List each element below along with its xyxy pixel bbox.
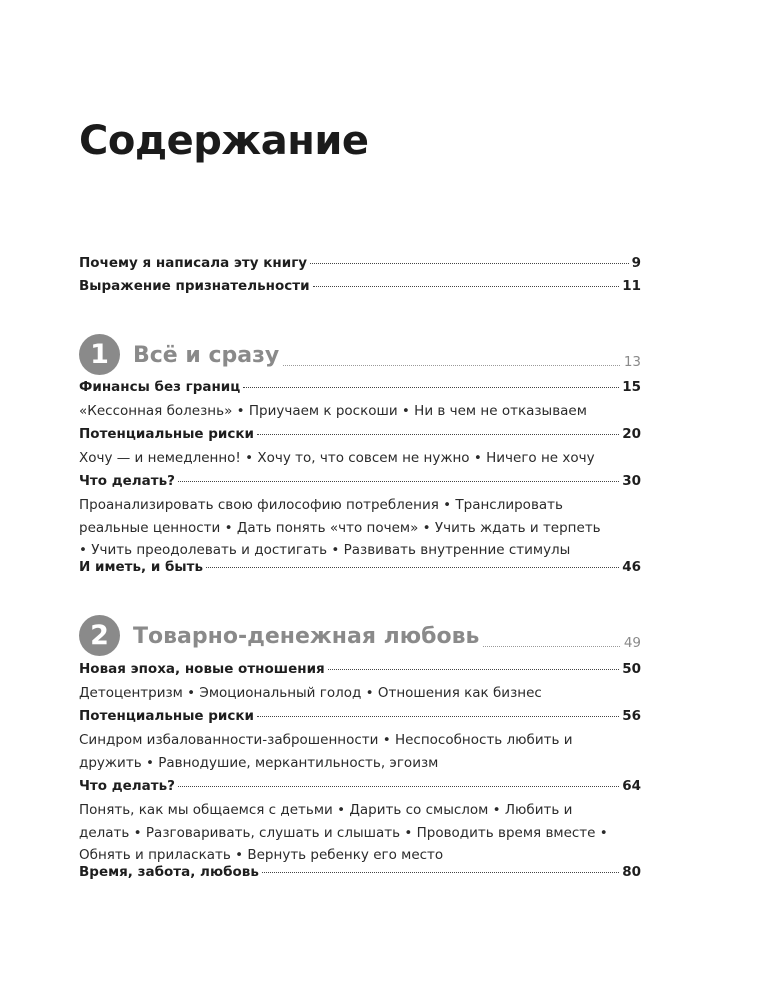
toc-page-number: 20: [622, 426, 641, 442]
toc-entry-chapter[interactable]: [79, 706, 641, 726]
dot-leader: [257, 434, 619, 435]
part-number-badge: 1: [79, 334, 120, 375]
dot-leader: [257, 716, 619, 717]
toc-page-number: 80: [622, 864, 641, 880]
chapter-subtopics: Проанализировать свою философию потребления • Транслировать реальные ценности • Дать понять «что почем» • Учить ждать и терпеть • Учить преодолевать и достигать • Развивать внутренние стимулы: [79, 497, 601, 558]
part-number-badge: 2: [79, 615, 120, 656]
dot-leader: [178, 786, 619, 787]
toc-entry-chapter[interactable]: [79, 424, 641, 444]
toc-page-number: 30: [622, 473, 641, 489]
dot-leader: [243, 387, 619, 388]
toc-entry-chapter[interactable]: [79, 471, 641, 491]
toc-entry-chapter[interactable]: [79, 377, 641, 397]
toc-part-1[interactable]: [79, 331, 641, 375]
toc-entry-label: Что делать?: [79, 473, 175, 489]
toc-page-number: 64: [622, 778, 641, 794]
toc-page-number: 56: [622, 708, 641, 724]
toc-page-number: 15: [622, 379, 641, 395]
toc-page-number: 46: [622, 559, 641, 575]
toc-entry-intro-thanks[interactable]: [79, 276, 641, 296]
chapter-subtopics: Детоцентризм • Эмоциональный голод • Отношения как бизнес: [79, 685, 542, 701]
chapter-subtopics: «Кессонная болезнь» • Приучаем к роскоши • Ни в чем не отказываем: [79, 403, 587, 419]
toc-page-number: 9: [631, 255, 641, 271]
toc-entry-label: Что делать?: [79, 778, 175, 794]
toc-entry-chapter[interactable]: [79, 776, 641, 796]
toc-entry-chapter[interactable]: [79, 862, 641, 882]
chapter-subtopics: Хочу — и немедленно! • Хочу то, что совсем не нужно • Ничего не хочу: [79, 450, 595, 466]
toc-entry-label: Выражение признательности: [79, 278, 310, 294]
toc-page-number: 13: [623, 354, 641, 370]
dot-leader: [178, 481, 619, 482]
toc-entry-chapter[interactable]: [79, 557, 641, 577]
toc-page-number: 50: [622, 661, 641, 677]
toc-entry-label: Потенциальные риски: [79, 426, 255, 442]
part-title: Товарно-денежная любовь: [133, 624, 480, 649]
toc-entry-chapter[interactable]: [79, 659, 641, 679]
part-title: Всё и сразу: [133, 343, 280, 368]
toc-entry-label: Время, забота, любовь: [79, 864, 259, 880]
chapter-subtopics: Понять, как мы общаемся с детьми • Дарить со смыслом • Любить и делать • Разговаривать, слушать и слышать • Проводить время вместе • Обнять и приласкать • Вернуть ребенку его место: [79, 802, 608, 863]
toc-page-number: 49: [623, 635, 641, 651]
dot-leader: [313, 286, 620, 287]
toc-page-number: 11: [622, 278, 641, 294]
dot-leader: [310, 263, 629, 264]
chapter-subtopics: Синдром избалованности-заброшенности • Неспособность любить и дружить • Равнодушие, меркантильность, эгоизм: [79, 732, 573, 771]
toc-entry-label: И иметь, и быть: [79, 559, 203, 575]
dot-leader: [328, 669, 620, 670]
toc-part-2[interactable]: [79, 612, 641, 656]
page-title: Содержание: [79, 118, 369, 164]
toc-entry-label: Потенциальные риски: [79, 708, 255, 724]
dot-leader: [483, 646, 619, 647]
dot-leader: [206, 567, 619, 568]
toc-entry-label: Новая эпоха, новые отношения: [79, 661, 325, 677]
toc-entry-label: Финансы без границ: [79, 379, 241, 395]
toc-entry-label: Почему я написала эту книгу: [79, 255, 308, 271]
dot-leader: [283, 365, 620, 366]
toc-entry-intro-why[interactable]: [79, 253, 641, 273]
dot-leader: [262, 872, 619, 873]
